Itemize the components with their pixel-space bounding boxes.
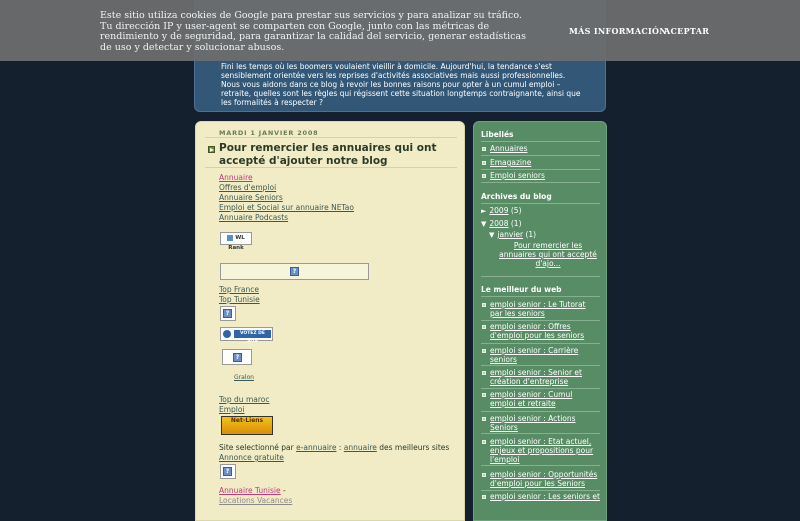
question-icon [290, 267, 299, 276]
archive-2009-count: (5) [510, 206, 522, 215]
image-placeholder[interactable] [222, 349, 252, 365]
selected-suffix: des meilleurs sites [379, 443, 450, 452]
divider [481, 388, 600, 389]
arrow-icon [208, 146, 215, 153]
divider [205, 167, 457, 168]
divider [481, 203, 600, 204]
link-offres-emploi[interactable]: Offres d'emploi [219, 183, 277, 192]
question-icon [233, 353, 242, 362]
divider [481, 411, 600, 412]
link-e-annuaire[interactable]: e-annuaire [296, 443, 337, 452]
accept-button[interactable]: ACEPTAR [664, 26, 710, 36]
web-item[interactable]: emploi senior : Le Tutorat par les seniors [490, 300, 586, 318]
bullet-icon [482, 349, 486, 353]
bullet-icon [482, 174, 486, 178]
separator: - [283, 486, 286, 495]
main-column [195, 121, 465, 521]
votez-badge[interactable] [220, 327, 273, 344]
blog-description: Fini les temps où les boomers voulaient vieillir à domicile. Aujourd'hui, la tendance s'est sensiblement orientée vers les reprises d'activités associatives mais aussi professionnelles. Nous vous aidons dans ce blog à revoir les bonnes raisons pour opter à un cumul emploi – retraite, quelles sont les règles qui régissent cette situation longtemps contraignante, ainsi que les formalités à respecter ? [221, 62, 581, 107]
divider [481, 320, 600, 321]
bullet-icon [482, 417, 486, 421]
link-annuaire-podcasts[interactable]: Annuaire Podcasts [219, 213, 289, 222]
divider [481, 465, 600, 466]
divider [481, 169, 600, 170]
selected-prefix: Site selectionné par [219, 443, 294, 452]
post-date: MARDI 1 JANVIER 2008 [219, 129, 319, 137]
globe-icon [223, 330, 231, 338]
archive-2009[interactable] [481, 206, 522, 215]
divider [481, 141, 600, 142]
archive-janvier[interactable] [489, 230, 536, 239]
web-item[interactable]: emploi senior : Senior et création d'entreprise [490, 368, 582, 386]
archive-2008-count: (1) [510, 219, 522, 228]
wlrank-badge[interactable]: WL Rank [220, 232, 252, 245]
link-annuaire-seniors[interactable]: Annuaire Seniors [219, 193, 283, 202]
bullet-icon [482, 440, 486, 444]
triangle-down-icon[interactable]: ▼ [489, 231, 495, 239]
image-placeholder[interactable] [220, 306, 236, 321]
divider [481, 490, 600, 491]
label-annuaires[interactable]: Annuaires [490, 144, 528, 153]
archive-post-link[interactable]: Pour remercier les annuaires qui ont accepté d'ajo... [499, 241, 597, 268]
separator: : [338, 443, 342, 452]
divider [481, 433, 600, 434]
annuaire-tunisie-line [219, 486, 286, 495]
bullet-icon [482, 303, 486, 307]
web-item[interactable]: emploi senior : Actions Seniors [490, 414, 576, 432]
bullet-icon [482, 371, 486, 375]
votez-label: VOTEZ DE SITE [234, 330, 271, 338]
bullet-icon [482, 473, 486, 477]
link-emploi[interactable]: Emploi [219, 405, 245, 414]
web-item[interactable]: emploi senior : Carrière seniors [490, 346, 579, 364]
selected-by-text [219, 443, 449, 452]
divider [481, 296, 600, 297]
divider [481, 343, 600, 344]
cookie-banner [0, 0, 800, 61]
image-placeholder[interactable] [220, 464, 236, 479]
web-item[interactable]: emploi senior : Opportunités d'emploi pour les Seniors [490, 470, 598, 488]
cookie-text: Este sitio utiliza cookies de Google para prestar sus servicios y para analizar su tráfico. Tu dirección IP y user-agent se comparten con Google, junto con las métricas de rendimiento y de seguridad, para garantizar la calidad del servicio, generar estadísticas de uso y detectar y solucionar abusos. [100, 10, 526, 53]
bullet-icon [482, 147, 486, 151]
label-emagazine[interactable]: Emagazine [490, 158, 532, 167]
sidebar [473, 121, 607, 521]
web-item[interactable]: emploi senior : Les seniors et [490, 492, 600, 501]
link-netao[interactable]: Emploi et Social sur annuaire NETao [219, 203, 354, 212]
archive-2008[interactable] [481, 219, 522, 228]
link-top-maroc[interactable]: Top du maroc [219, 395, 270, 404]
divider [481, 365, 600, 366]
archive-2008-link[interactable]: 2008 [489, 219, 509, 228]
link-locations-vacances[interactable]: Locations Vacances [219, 496, 293, 505]
link-gralon[interactable]: Gralon [234, 374, 254, 381]
divider [481, 276, 600, 277]
archive-janvier-count: (1) [525, 230, 537, 239]
web-item[interactable]: emploi senior : Offres d'emploi pour les seniors [490, 322, 585, 340]
divider [481, 182, 600, 183]
link-annuaire[interactable]: Annuaire [219, 173, 253, 182]
label-emploi-seniors[interactable]: Emploi seniors [490, 171, 545, 180]
link-annuaire-tunisie[interactable]: Annuaire Tunisie [219, 486, 281, 495]
netliens-badge[interactable]: Net-Liens [221, 416, 273, 435]
archive-janvier-link[interactable]: janvier [497, 230, 524, 239]
divider [205, 137, 457, 138]
bullet-icon [482, 325, 486, 329]
link-annonce-gratuite[interactable]: Annonce gratuite [219, 453, 284, 462]
bullet-icon [482, 495, 486, 499]
labels-title: Libellés [481, 130, 514, 139]
web-title: Le meilleur du web [481, 285, 562, 294]
archives-title: Archives du blog [481, 192, 552, 201]
post-title[interactable]: Pour remercier les annuaires qui ont accepté d'ajouter notre blog [219, 142, 437, 167]
web-item[interactable]: emploi senior : Cumul emploi et retraite [490, 390, 573, 408]
link-top-tunisie[interactable]: Top Tunisie [219, 295, 260, 304]
question-icon [223, 309, 232, 318]
link-annuaire-2[interactable]: annuaire [343, 443, 377, 452]
question-icon [223, 467, 232, 476]
triangle-right-icon[interactable]: ► [481, 207, 487, 215]
link-top-france[interactable]: Top France [219, 285, 259, 294]
bullet-icon [482, 161, 486, 165]
bullet-icon [482, 393, 486, 397]
archive-2009-link[interactable]: 2009 [489, 206, 509, 215]
divider [481, 155, 600, 156]
more-info-button[interactable]: MÁS INFORMACIÓN [569, 26, 667, 36]
triangle-down-icon[interactable]: ▼ [481, 220, 487, 228]
banner-placeholder[interactable] [220, 263, 369, 280]
web-item[interactable]: emploi senior : Etat actuel, enjeux et propositions pour l'emploi [490, 437, 594, 464]
